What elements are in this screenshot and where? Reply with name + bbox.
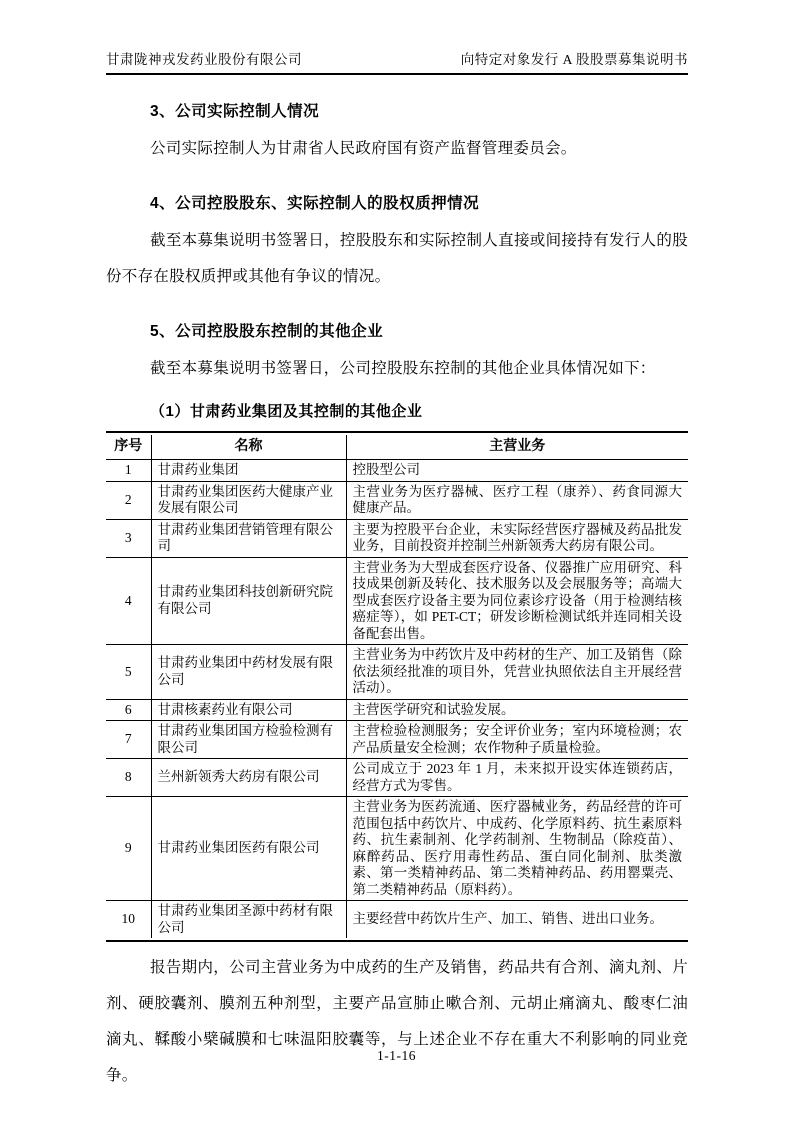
cell-name: 甘肃药业集团国方检验检测有限公司 — [151, 721, 346, 759]
cell-business: 主营业务为中药饮片及中药材的生产、加工及销售（除依法须经批准的项目外，凭营业执照依法自主开展经营活动）。 — [346, 645, 688, 700]
cell-no: 4 — [106, 557, 151, 645]
cell-name: 甘肃药业集团医药大健康产业发展有限公司 — [151, 481, 346, 519]
table-row — [106, 759, 688, 797]
section-3-paragraph: 公司实际控制人为甘肃省人民政府国有资产监督管理委员会。 — [150, 140, 577, 157]
section-heading-4: 4、公司控股股东、实际控制人的股权质押情况 — [150, 195, 480, 212]
section-heading-3: 3、公司实际控制人情况 — [150, 103, 320, 120]
running-header — [106, 48, 688, 75]
cell-no: 6 — [106, 699, 151, 721]
cell-business: 主营业务为医药流通、医疗器械业务，药品经营的许可范围包括中药饮片、中成药、化学原料药、抗生素原料药、抗生素制剂、化学药制剂、生物制品（除疫苗）、麻醉药品、医疗用毒性药品、蛋白同化制剂、肽类激素、第一类精神药品、第二类精神药品、药用罂粟壳、第二类精神药品（原料药）。 — [346, 797, 688, 901]
subsection-heading-1: （1）甘肃药业集团及其控制的其他企业 — [150, 403, 423, 420]
table-row — [106, 557, 688, 645]
header-document-title: 向特定对象发行 A 股股票募集说明书 — [460, 52, 688, 67]
company-table-wrapper — [106, 431, 688, 942]
cell-no: 2 — [106, 481, 151, 519]
table-row — [106, 460, 688, 482]
company-table — [106, 435, 688, 939]
cell-business: 主营医学研究和试验发展。 — [346, 699, 688, 721]
company-table-body — [106, 460, 688, 939]
cell-business: 公司成立于 2023 年 1 月，未来拟开设实体连锁药店，经营方式为零售。 — [346, 759, 688, 797]
cell-business: 主营业务为大型成套医疗设备、仪器推广应用研究、科技成果创新及转化、技术服务以及会展服务等；高端大型成套医疗设备主要为同位素诊疗设备（用于检测结核癌症等），如 PET-CT；研发诊断检测试纸并连同相关设备配套出售。 — [346, 557, 688, 645]
cell-business: 主营业务为医疗器械、医疗工程（康养）、药食同源大健康产品。 — [346, 481, 688, 519]
page-number: 1-1-16 — [377, 1048, 416, 1063]
cell-no: 9 — [106, 797, 151, 901]
cell-no: 7 — [106, 721, 151, 759]
cell-name: 兰州新领秀大药房有限公司 — [151, 759, 346, 797]
table-row — [106, 901, 688, 939]
cell-no: 5 — [106, 645, 151, 700]
cell-no: 1 — [106, 460, 151, 482]
column-header-no: 序号 — [106, 435, 151, 460]
column-header-business: 主营业务 — [346, 435, 688, 460]
table-row — [106, 797, 688, 901]
cell-name: 甘肃药业集团医药有限公司 — [151, 797, 346, 901]
table-row — [106, 519, 688, 557]
cell-no: 10 — [106, 901, 151, 939]
cell-name: 甘肃药业集团圣源中药材有限公司 — [151, 901, 346, 939]
cell-name: 甘肃核素药业有限公司 — [151, 699, 346, 721]
cell-business: 主营检验检测服务；安全评价业务；室内环境检测；农产品质量安全检测；农作物种子质量检验。 — [346, 721, 688, 759]
cell-no: 3 — [106, 519, 151, 557]
table-row — [106, 699, 688, 721]
table-row — [106, 481, 688, 519]
cell-name: 甘肃药业集团 — [151, 460, 346, 482]
header-company-name: 甘肃陇神戎发药业股份有限公司 — [106, 52, 302, 67]
table-header-row — [106, 435, 688, 460]
column-header-name: 名称 — [151, 435, 346, 460]
table-row — [106, 721, 688, 759]
closing-paragraph: 报告期内，公司主营业务为中成药的生产及销售，药品共有合剂、滴丸剂、片剂、硬胶囊剂、膜剂五种剂型，主要产品宣肺止嗽合剂、元胡止痛滴丸、酸枣仁油滴丸、鞣酸小檗碱膜和七味温阳胶囊等，与上述企业不存在重大不利影响的同业竞争。 — [106, 958, 688, 1084]
cell-name: 甘肃药业集团营销管理有限公司 — [151, 519, 346, 557]
cell-no: 8 — [106, 759, 151, 797]
section-4-paragraph: 截至本募集说明书签署日，控股股东和实际控制人直接或间接持有发行人的股份不存在股权质押或其他有争议的情况。 — [106, 232, 688, 285]
cell-business: 主要经营中药饮片生产、加工、销售、进出口业务。 — [346, 901, 688, 939]
cell-business: 主要为控股平台企业，未实际经营医疗器械及药品批发业务，目前投资并控制兰州新领秀大药房有限公司。 — [346, 519, 688, 557]
cell-name: 甘肃药业集团科技创新研究院有限公司 — [151, 557, 346, 645]
section-5-paragraph: 截至本募集说明书签署日，公司控股股东控制的其他企业具体情况如下： — [150, 360, 656, 377]
cell-business: 控股型公司 — [346, 460, 688, 482]
table-row — [106, 645, 688, 700]
section-heading-5: 5、公司控股股东控制的其他企业 — [150, 323, 384, 340]
cell-name: 甘肃药业集团中药材发展有限公司 — [151, 645, 346, 700]
